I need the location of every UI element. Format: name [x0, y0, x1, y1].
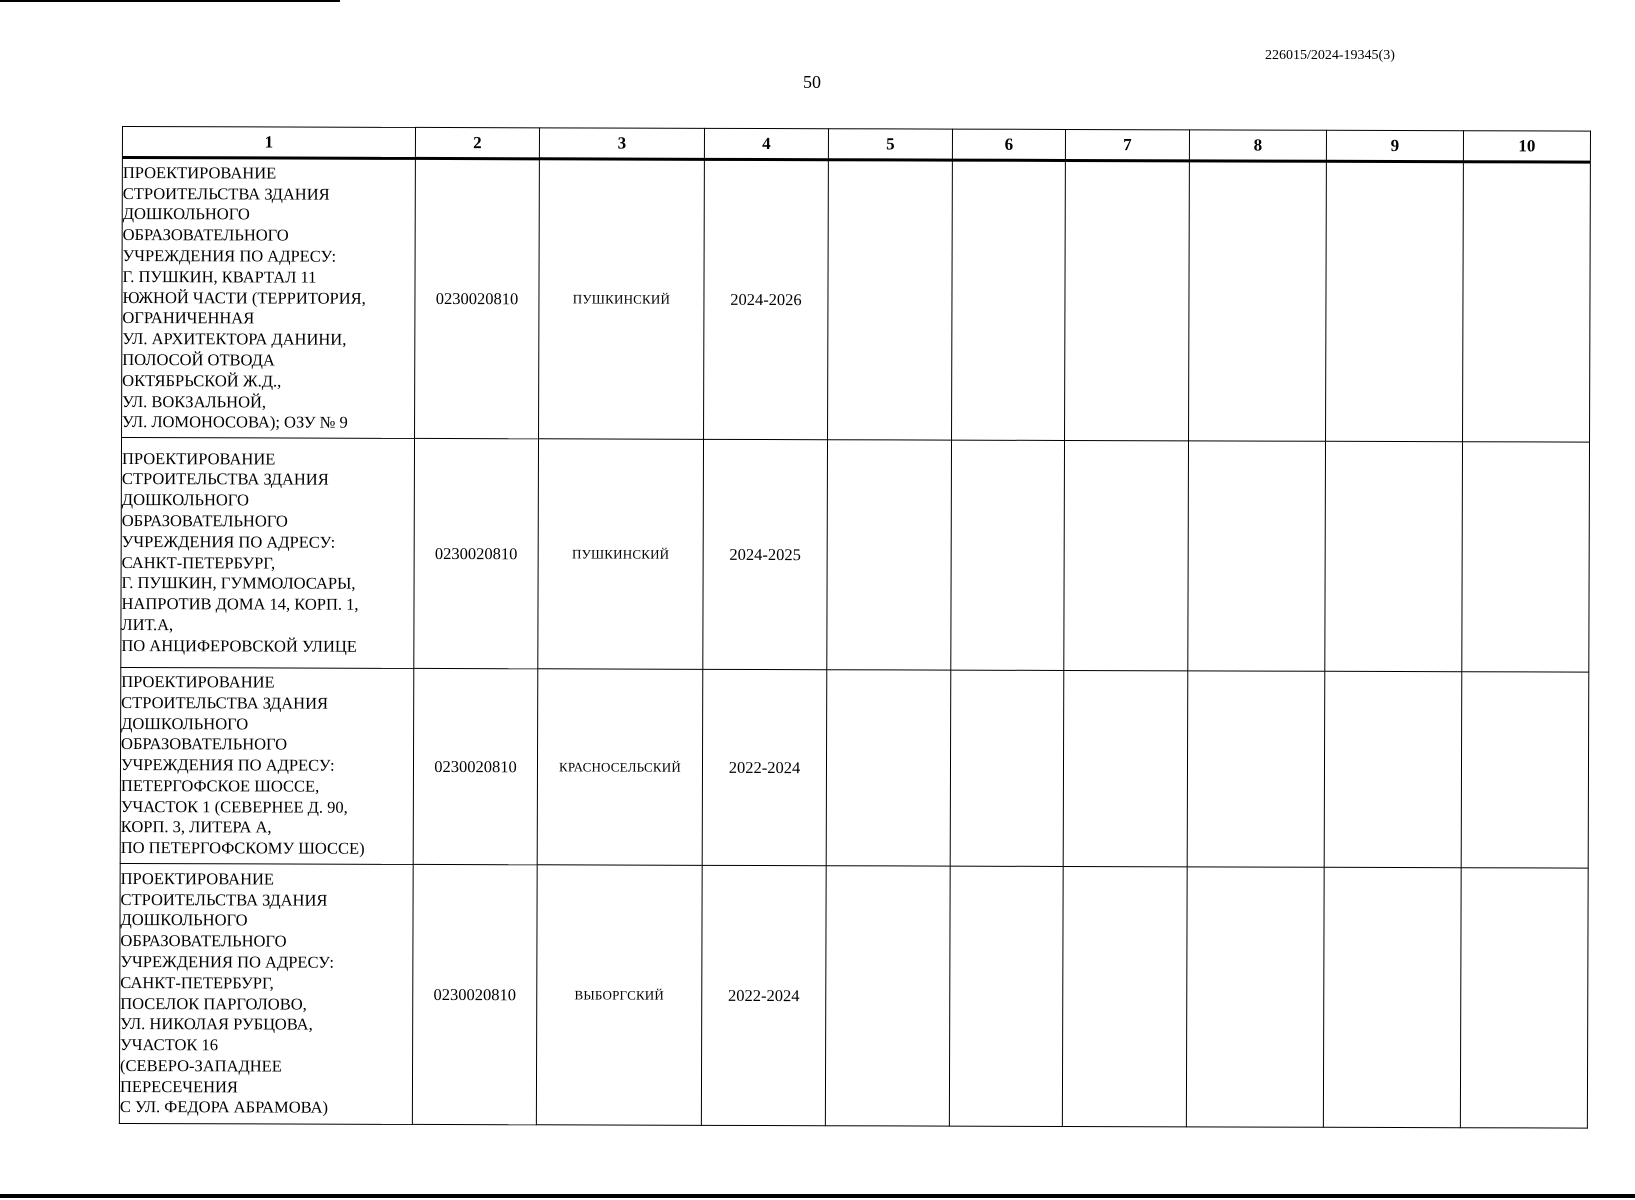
budget-code-cell: 0230020810: [415, 158, 540, 438]
column-header-10: 10: [1463, 131, 1590, 162]
empty-cell: [826, 670, 951, 866]
table-row: [121, 438, 1590, 673]
empty-cell: [1462, 442, 1590, 672]
budget-code-cell: 0230020810: [413, 668, 538, 864]
empty-cell: [827, 440, 952, 670]
empty-cell: [1062, 866, 1187, 1126]
district-cell: ПУШКИНСКИЙ: [538, 439, 704, 670]
empty-cell: [1460, 868, 1588, 1128]
empty-cell: [1463, 162, 1591, 442]
empty-cell: [825, 866, 950, 1126]
column-header-2: 2: [415, 127, 539, 158]
page-number: 50: [803, 72, 821, 92]
empty-cell: [1461, 672, 1589, 868]
district-cell: КРАСНОСЕЛЬСКИЙ: [537, 669, 703, 866]
column-header-9: 9: [1326, 130, 1463, 161]
top-border-line: [0, 0, 340, 2]
empty-cell: [1324, 671, 1462, 867]
object-name-cell: ПРОЕКТИРОВАНИЕ СТРОИТЕЛЬСТВА ЗДАНИЯ ДОШКОЛЬНОГО ОБРАЗОВАТЕЛЬНОГО УЧРЕЖДЕНИЯ ПО АДРЕСУ: САНКТ-ПЕТЕРБУРГ, ПОСЕЛОК ПАРГОЛОВО, УЛ. НИКОЛАЯ РУБЦОВА, УЧАСТОК 16 (СЕВЕРО-ЗАПАДНЕЕ ПЕРЕСЕЧЕНИЯ С УЛ. ФЕДОРА АБРАМОВА): [119, 863, 413, 1124]
column-header-4: 4: [704, 128, 828, 159]
table-row: [122, 158, 1591, 443]
empty-cell: [828, 160, 953, 440]
column-header-5: 5: [828, 129, 952, 160]
empty-cell: [1188, 441, 1326, 671]
table-row: [119, 863, 1588, 1128]
empty-cell: [1063, 670, 1188, 866]
column-header-7: 7: [1065, 129, 1189, 160]
objects-table: [119, 126, 1591, 1129]
empty-cell: [952, 160, 1066, 440]
budget-code-cell: 0230020810: [412, 864, 537, 1124]
empty-cell: [1325, 441, 1463, 671]
empty-cell: [950, 670, 1064, 866]
empty-cell: [1186, 867, 1324, 1127]
object-name-cell: ПРОЕКТИРОВАНИЕ СТРОИТЕЛЬСТВА ЗДАНИЯ ДОШКОЛЬНОГО ОБРАЗОВАТЕЛЬНОГО УЧРЕЖДЕНИЯ ПО АДРЕСУ: САНКТ-ПЕТЕРБУРГ, Г. ПУШКИН, ГУММОЛОСАРЫ, НАПРОТИВ ДОМА 14, КОРП. 1, ЛИТ.А, ПО АНЦИФЕРОВСКОЙ УЛИЦЕ: [121, 438, 415, 669]
period-cell: 2024-2025: [703, 439, 828, 669]
empty-cell: [951, 440, 1065, 670]
object-name-cell: ПРОЕКТИРОВАНИЕ СТРОИТЕЛЬСТВА ЗДАНИЯ ДОШКОЛЬНОГО ОБРАЗОВАТЕЛЬНОГО УЧРЕЖДЕНИЯ ПО АДРЕСУ: ПЕТЕРГОФСКОЕ ШОССЕ, УЧАСТОК 1 (СЕВЕРНЕЕ Д. 90, КОРП. 3, ЛИТЕРА А, ПО ПЕТЕРГОФСКОМУ ШОССЕ): [120, 667, 414, 864]
column-header-1: 1: [122, 127, 415, 159]
column-header-3: 3: [539, 128, 704, 160]
column-header-8: 8: [1189, 130, 1326, 161]
empty-cell: [1326, 161, 1464, 441]
table-row: [120, 667, 1589, 868]
period-cell: 2024-2026: [704, 159, 829, 439]
district-cell: ВЫБОРГСКИЙ: [536, 865, 702, 1126]
budget-code-cell: 0230020810: [414, 438, 539, 668]
empty-cell: [1187, 671, 1325, 867]
empty-cell: [949, 866, 1063, 1126]
period-cell: 2022-2024: [702, 669, 827, 865]
object-name-cell: ПРОЕКТИРОВАНИЕ СТРОИТЕЛЬСТВА ЗДАНИЯ ДОШКОЛЬНОГО ОБРАЗОВАТЕЛЬНОГО УЧРЕЖДЕНИЯ ПО АДРЕСУ: Г. ПУШКИН, КВАРТАЛ 11 ЮЖНОЙ ЧАСТИ (ТЕРРИТОРИЯ, ОГРАНИЧЕННАЯ УЛ. АРХИТЕКТОРА ДАНИНИ, ПОЛОСОЙ ОТВОДА ОКТЯБРЬСКОЙ Ж.Д., УЛ. ВОКЗАЛЬНОЙ, УЛ. ЛОМОНОСОВА); ОЗУ № 9: [122, 158, 416, 439]
bottom-border-line: [0, 1194, 1635, 1198]
period-cell: 2022-2024: [701, 865, 826, 1125]
empty-cell: [1323, 867, 1461, 1127]
district-cell: ПУШКИНСКИЙ: [539, 159, 705, 440]
column-header-6: 6: [952, 129, 1065, 160]
table-header-row: [122, 127, 1590, 163]
empty-cell: [1064, 440, 1189, 670]
empty-cell: [1065, 160, 1190, 440]
empty-cell: [1189, 161, 1327, 441]
document-registration-number: 226015/2024-19345(3): [1265, 48, 1395, 63]
